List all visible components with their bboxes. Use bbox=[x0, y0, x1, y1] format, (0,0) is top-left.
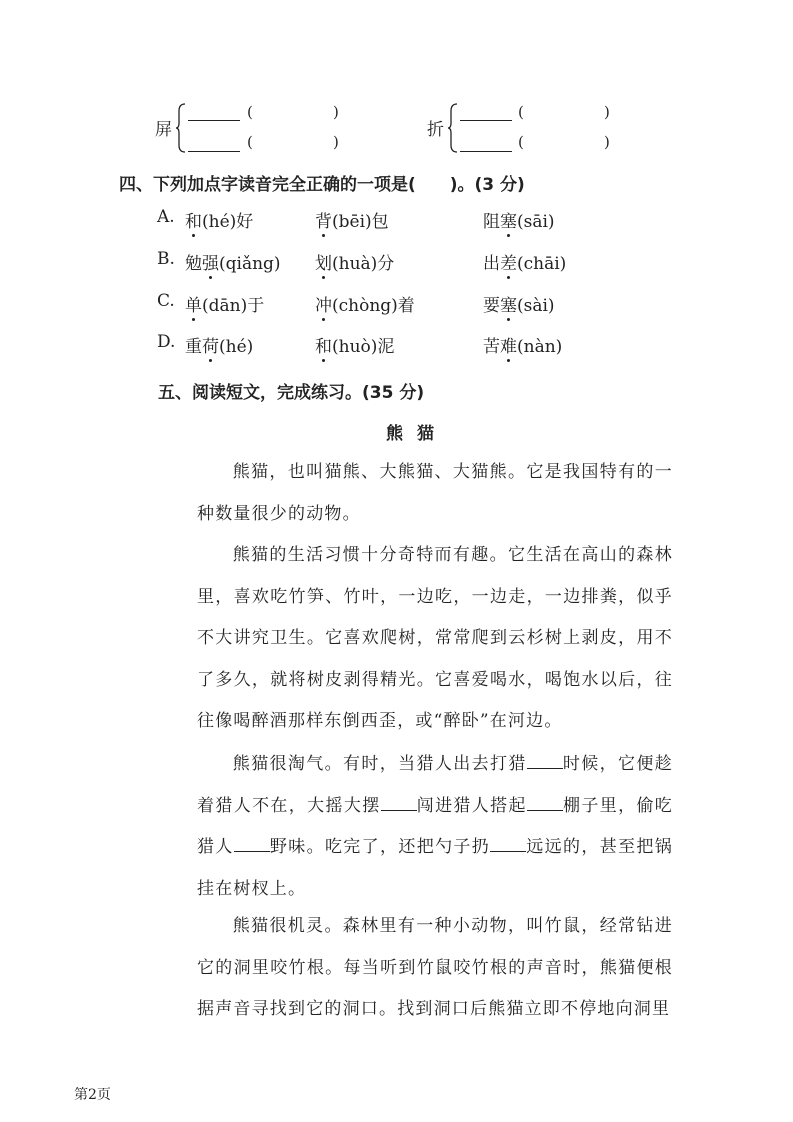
option-item: 和(hé)好 bbox=[185, 207, 253, 232]
section4-heading: 四、下列加点字读音完全正确的一项是( )。(3 分) bbox=[119, 175, 525, 195]
polyphone-zhe bbox=[427, 103, 627, 159]
dotted-char: 和 bbox=[185, 207, 202, 232]
section5-heading: 五、阅读短文，完成练习。(35 分) bbox=[158, 383, 425, 403]
paren-close: ) bbox=[604, 133, 610, 151]
brace-icon bbox=[176, 103, 186, 153]
paren-close: ) bbox=[604, 103, 610, 121]
answer-line bbox=[188, 151, 240, 152]
answer-line bbox=[460, 151, 512, 152]
dotted-char: 荷 bbox=[202, 332, 219, 357]
option-letter[interactable]: B. bbox=[157, 249, 175, 269]
dotted-char: 难 bbox=[500, 332, 517, 357]
paren-close: ) bbox=[333, 133, 339, 151]
dotted-char: 塞 bbox=[500, 291, 517, 316]
option-letter[interactable]: A. bbox=[157, 207, 175, 227]
paren-close: ) bbox=[333, 103, 339, 121]
answer-line bbox=[188, 120, 240, 121]
option-item: 阻塞(sāi) bbox=[483, 207, 555, 232]
page-number: 第2页 bbox=[74, 1087, 111, 1103]
option-item: 勉强(qiǎng) bbox=[185, 249, 281, 274]
option-letter[interactable]: C. bbox=[157, 291, 175, 311]
option-letter[interactable]: D. bbox=[157, 332, 176, 352]
brace-icon bbox=[448, 103, 458, 153]
option-item: 和(huò)泥 bbox=[315, 332, 394, 357]
passage-title: 熊猫 bbox=[386, 424, 448, 444]
passage-paragraph: 熊猫，也叫猫熊、大熊猫、大猫熊。它是我国特有的一种数量很少的动物。 bbox=[197, 462, 673, 524]
option-item: 出差(chāi) bbox=[483, 249, 566, 274]
fill-blank[interactable] bbox=[527, 754, 563, 769]
dotted-char: 和 bbox=[315, 332, 332, 357]
paren-open: ( bbox=[247, 103, 253, 121]
fill-blank[interactable] bbox=[490, 837, 526, 852]
fill-blank[interactable] bbox=[527, 796, 563, 811]
dotted-char: 单 bbox=[185, 291, 202, 316]
option-item: 划(huà)分 bbox=[315, 249, 394, 274]
polyphone-char: 屏 bbox=[155, 120, 172, 140]
passage-paragraph: 熊猫很淘气。有时，当猎人出去打猎 时候，它便趁着猎人不在，大摇大摆 闯进猎人搭起 棚子里，偷吃猎人 野味。吃完了，还把勺子扔 远远的，甚至把锅挂在树杈上。 bbox=[197, 754, 673, 899]
paren-open: ( bbox=[518, 103, 524, 121]
dotted-char: 冲 bbox=[315, 291, 332, 316]
passage-paragraph: 熊猫的生活习惯十分奇特而有趣。它生活在高山的森林里，喜欢吃竹笋、竹叶，一边吃，一边走，一边排粪，似乎不大讲究卫生。它喜欢爬树，常常爬到云杉树上剥皮，用不了多久，就将树皮剥得精光。它喜爱喝水，喝饱水以后，往往像喝醉酒那样东倒西歪，或“醉卧”在河边。 bbox=[197, 545, 673, 731]
dotted-char: 划 bbox=[315, 249, 332, 274]
paren-open: ( bbox=[518, 133, 524, 151]
option-item: 重荷(hé) bbox=[185, 332, 253, 357]
answer-line bbox=[460, 120, 512, 121]
passage-paragraph: 熊猫很机灵。森林里有一种小动物，叫竹鼠，经常钻进它的洞里咬竹根。每当听到竹鼠咬竹根的声音时，熊猫便根据声音寻找到它的洞口。找到洞口后熊猫立即不停地向洞里 bbox=[197, 916, 673, 1019]
dotted-char: 背 bbox=[315, 207, 332, 232]
polyphone-ping bbox=[155, 103, 355, 159]
dotted-char: 强 bbox=[202, 249, 219, 274]
option-item: 背(bēi)包 bbox=[315, 207, 389, 232]
paren-open: ( bbox=[247, 133, 253, 151]
polyphone-char: 折 bbox=[427, 120, 444, 140]
dotted-char: 差 bbox=[500, 249, 517, 274]
option-item: 单(dān)于 bbox=[185, 291, 264, 316]
option-item: 要塞(sài) bbox=[483, 291, 555, 316]
option-item: 冲(chòng)着 bbox=[315, 291, 415, 316]
option-item: 苦难(nàn) bbox=[483, 332, 562, 357]
fill-blank[interactable] bbox=[381, 796, 417, 811]
fill-blank[interactable] bbox=[234, 837, 270, 852]
dotted-char: 塞 bbox=[500, 207, 517, 232]
